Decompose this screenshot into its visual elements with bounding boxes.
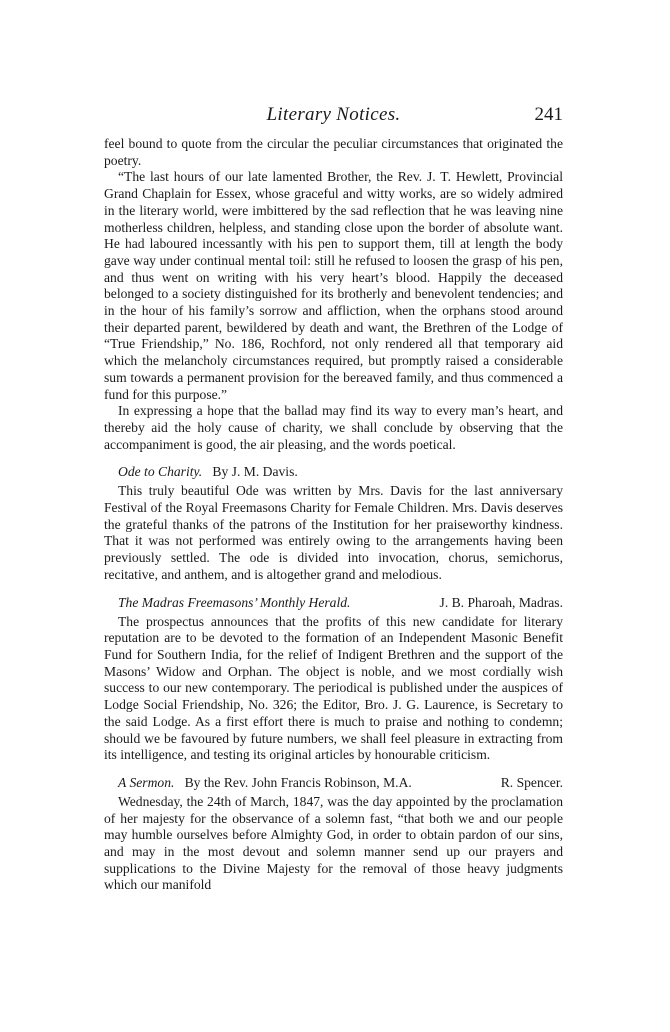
notice-title: The Madras Freemasons’ Monthly Herald. [118,594,351,610]
paragraph-madras: The prospectus announces that the profits of this new candidate for literary reputation are to be devoted to the formation of an Independent Masonic Benefit Fund for Southern India, for the relief of Indigent Brethren and the support of the Masons’ Widow and Orphan. The object is noble, and we most cordially wish success to our new contemporary. The periodical is published under the auspices of Lodge Social Friendship, No. 326; the Editor, Bro. J. G. Laurence, is Secretary to the said Lodge. As a first effort there is much to praise and nothing to condemn; should we be favoured by future numbers, we shall feel pleasure in extracting from its intelligence, and testing its original articles by honourable criticism. [104,613,563,763]
paragraph-intro: feel bound to quote from the circular the peculiar circumstances that originated the poetry. [104,136,563,168]
notice-publisher: R. Spencer. [500,774,563,790]
notice-title: Ode to Charity. [118,464,203,480]
notice-author: By the Rev. John Francis Robinson, M.A. [184,774,412,790]
notice-heading-ode [104,463,563,480]
paragraph-conclusion: In expressing a hope that the ballad may find its way to every man’s heart, and thereby aid the holy cause of charity, we shall conclude by observing that the accompaniment is good, the air pleasing, and the words poetical. [104,403,563,452]
paragraph-ode: This truly beautiful Ode was written by Mrs. Davis for the last anniversary Festival of the Royal Freemasons Charity for Female Children. Mrs. Davis deserves the grateful thanks of the patrons of the Institution for her praiseworthy kindness. That it was not performed was entirely owing to the arrangements having been previously settled. The ode is divided into invocation, chorus, semichorus, recitative, and anthem, and is altogether grand and melodious. [104,483,563,582]
notice-heading-madras [104,594,563,611]
notice-publisher: J. B. Pharoah, Madras. [439,594,563,610]
paragraph-sermon: Wednesday, the 24th of March, 1847, was the day appointed by the proclamation of her majesty for the observance of a solemn fast, “that both we and our people may humble ourselves before Almighty God, in order to obtain pardon of our sins, and may in the most devout and solemn manner send up our prayers and supplications to the Divine Majesty for the removal of those heavy judgments which our manifold [104,793,563,893]
paragraph-quote: “The last hours of our late lamented Brother, the Rev. J. T. Hewlett, Provincial Grand Chaplain for Essex, whose graceful and witty works, are so widely admired in the literary world, were imbittered by the sad reflection that he was leaving nine motherless children, helpless, and standing close upon the border of absolute want. He had laboured incessantly with his pen to support them, till at length the body gave way under continual mental toil: still he refused to loosen the grasp of his pen, and thus went on writing with his very heart’s blood. Happily the deceased belonged to a society distinguished for its brotherly and benevolent tendencies; and in the hour of his family’s sorrow and affliction, when the orphans stood around their departed parent, bewildered by death and want, the Brethren of the Lodge of “True Friendship,” No. 186, Rochford, not only rendered all that temporary aid which the melancholy circumstances required, but promptly raised a considerable sum towards a permanent provision for the bereaved family, and thus commenced a fund for this purpose.” [104,169,563,402]
running-title: Literary Notices. [266,104,401,125]
notice-author: By J. M. Davis. [212,464,298,480]
running-head [104,104,563,130]
notice-heading-sermon [104,774,563,791]
page-number: 241 [534,104,563,125]
notice-title: A Sermon. [118,774,175,790]
